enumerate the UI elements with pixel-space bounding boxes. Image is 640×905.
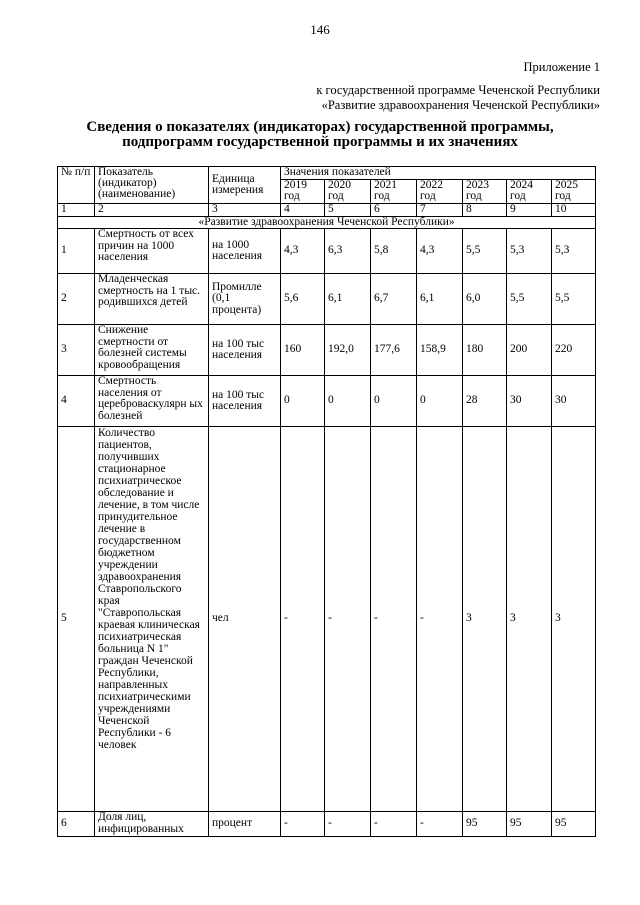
row-value: 0 bbox=[371, 376, 417, 427]
row-indicator: Младенческая смертность на 1 тыс. родившихся детей bbox=[95, 274, 209, 325]
row-num: 2 bbox=[58, 274, 95, 325]
column-number-row bbox=[58, 204, 596, 217]
row-value: 158,9 bbox=[417, 325, 463, 376]
row-value: 95 bbox=[552, 812, 596, 837]
row-value: 6,0 bbox=[463, 274, 507, 325]
column-number: 9 bbox=[507, 204, 552, 217]
column-number: 5 bbox=[325, 204, 371, 217]
column-number: 6 bbox=[371, 204, 417, 217]
row-value: 200 bbox=[507, 325, 552, 376]
header-year: 2022 год bbox=[417, 179, 463, 203]
row-value: 0 bbox=[417, 376, 463, 427]
row-value: - bbox=[281, 427, 325, 812]
row-value: 5,8 bbox=[371, 229, 417, 274]
row-value: 4,3 bbox=[417, 229, 463, 274]
row-value: - bbox=[371, 812, 417, 837]
document-title bbox=[60, 120, 580, 150]
row-value: 160 bbox=[281, 325, 325, 376]
row-value: 6,1 bbox=[417, 274, 463, 325]
column-number: 8 bbox=[463, 204, 507, 217]
title-line-2: подпрограмм государственной программы и их значениях bbox=[122, 134, 518, 150]
column-number: 1 bbox=[58, 204, 95, 217]
indicators-table bbox=[57, 166, 596, 837]
row-value: 3 bbox=[552, 427, 596, 812]
row-value: 180 bbox=[463, 325, 507, 376]
row-value: 30 bbox=[507, 376, 552, 427]
row-value: 5,5 bbox=[552, 274, 596, 325]
row-value: 177,6 bbox=[371, 325, 417, 376]
row-indicator: Смертность от всех причин на 1000 населения bbox=[95, 229, 209, 274]
row-value: 220 bbox=[552, 325, 596, 376]
row-value: 5,3 bbox=[552, 229, 596, 274]
row-num: 5 bbox=[58, 427, 95, 812]
header-year: 2020 год bbox=[325, 179, 371, 203]
column-number: 4 bbox=[281, 204, 325, 217]
table-row bbox=[58, 274, 596, 325]
table-row bbox=[58, 376, 596, 427]
row-num: 4 bbox=[58, 376, 95, 427]
table-row bbox=[58, 812, 596, 837]
column-number: 2 bbox=[95, 204, 209, 217]
row-value: - bbox=[325, 812, 371, 837]
column-number: 3 bbox=[209, 204, 281, 217]
row-unit: процент bbox=[209, 812, 281, 837]
column-number: 10 bbox=[552, 204, 596, 217]
row-unit: Промилле (0,1 процента) bbox=[209, 274, 281, 325]
row-value: 0 bbox=[325, 376, 371, 427]
row-value: 4,3 bbox=[281, 229, 325, 274]
row-num: 3 bbox=[58, 325, 95, 376]
table-header-row bbox=[58, 167, 596, 180]
row-indicator: Доля лиц, инфицированных bbox=[95, 812, 209, 837]
row-indicator: Снижение смертности от болезней системы кровообращения bbox=[95, 325, 209, 376]
row-value: - bbox=[371, 427, 417, 812]
table-row bbox=[58, 427, 596, 812]
row-value: 3 bbox=[463, 427, 507, 812]
row-value: 5,5 bbox=[463, 229, 507, 274]
header-unit: Единица измерения bbox=[209, 167, 281, 204]
row-value: 95 bbox=[507, 812, 552, 837]
header-year: 2025 год bbox=[552, 179, 596, 203]
row-indicator: Смертность населения от цереброваскулярн ых болезней bbox=[95, 376, 209, 427]
row-value: 0 bbox=[281, 376, 325, 427]
row-num: 1 bbox=[58, 229, 95, 274]
row-value: 6,7 bbox=[371, 274, 417, 325]
row-indicator: Количество пациентов, получивших стационарное психиатрическое обследование и лечение, в том числе принудительное лечение в государственном бюджетном учреждении здравоохранения Ставропольского края "Ставропольская краевая клиническая психиатрическая больница N 1" граждан Чеченской Республики, направленных психиатрическими учреждениями Чеченской Республики - 6 человек bbox=[95, 427, 209, 812]
row-value: - bbox=[417, 812, 463, 837]
header-indicator: Показатель (индикатор) (наименование) bbox=[95, 167, 209, 204]
annex-line-3: «Развитие здравоохранения Чеченской Республики» bbox=[321, 98, 600, 112]
table-row bbox=[58, 325, 596, 376]
row-unit: на 100 тыс населения bbox=[209, 376, 281, 427]
row-value: 6,3 bbox=[325, 229, 371, 274]
header-year: 2019 год bbox=[281, 179, 325, 203]
annex-line-2: к государственной программе Чеченской Республики bbox=[316, 83, 600, 97]
table-row bbox=[58, 229, 596, 274]
row-num: 6 bbox=[58, 812, 95, 837]
row-value: 192,0 bbox=[325, 325, 371, 376]
row-value: - bbox=[417, 427, 463, 812]
row-value: 5,6 bbox=[281, 274, 325, 325]
page-number: 146 bbox=[310, 22, 330, 37]
annex-block bbox=[316, 60, 600, 113]
section-row bbox=[58, 216, 596, 229]
row-unit: на 1000 населения bbox=[209, 229, 281, 274]
annex-line-1: Приложение 1 bbox=[523, 60, 600, 74]
row-unit: на 100 тыс населения bbox=[209, 325, 281, 376]
column-number: 7 bbox=[417, 204, 463, 217]
row-value: - bbox=[281, 812, 325, 837]
row-value: 5,3 bbox=[507, 229, 552, 274]
header-year: 2023 год bbox=[463, 179, 507, 203]
row-value: 5,5 bbox=[507, 274, 552, 325]
row-value: 6,1 bbox=[325, 274, 371, 325]
row-value: 95 bbox=[463, 812, 507, 837]
title-line-1: Сведения о показателях (индикаторах) государственной программы, bbox=[86, 119, 554, 135]
row-unit: чел bbox=[209, 427, 281, 812]
section-title: «Развитие здравоохранения Чеченской Республики» bbox=[58, 216, 596, 229]
header-values-group: Значения показателей bbox=[281, 167, 596, 180]
row-value: 3 bbox=[507, 427, 552, 812]
row-value: - bbox=[325, 427, 371, 812]
header-year: 2021 год bbox=[371, 179, 417, 203]
row-value: 28 bbox=[463, 376, 507, 427]
header-num: № п/п bbox=[58, 167, 95, 204]
row-value: 30 bbox=[552, 376, 596, 427]
header-year: 2024 год bbox=[507, 179, 552, 203]
